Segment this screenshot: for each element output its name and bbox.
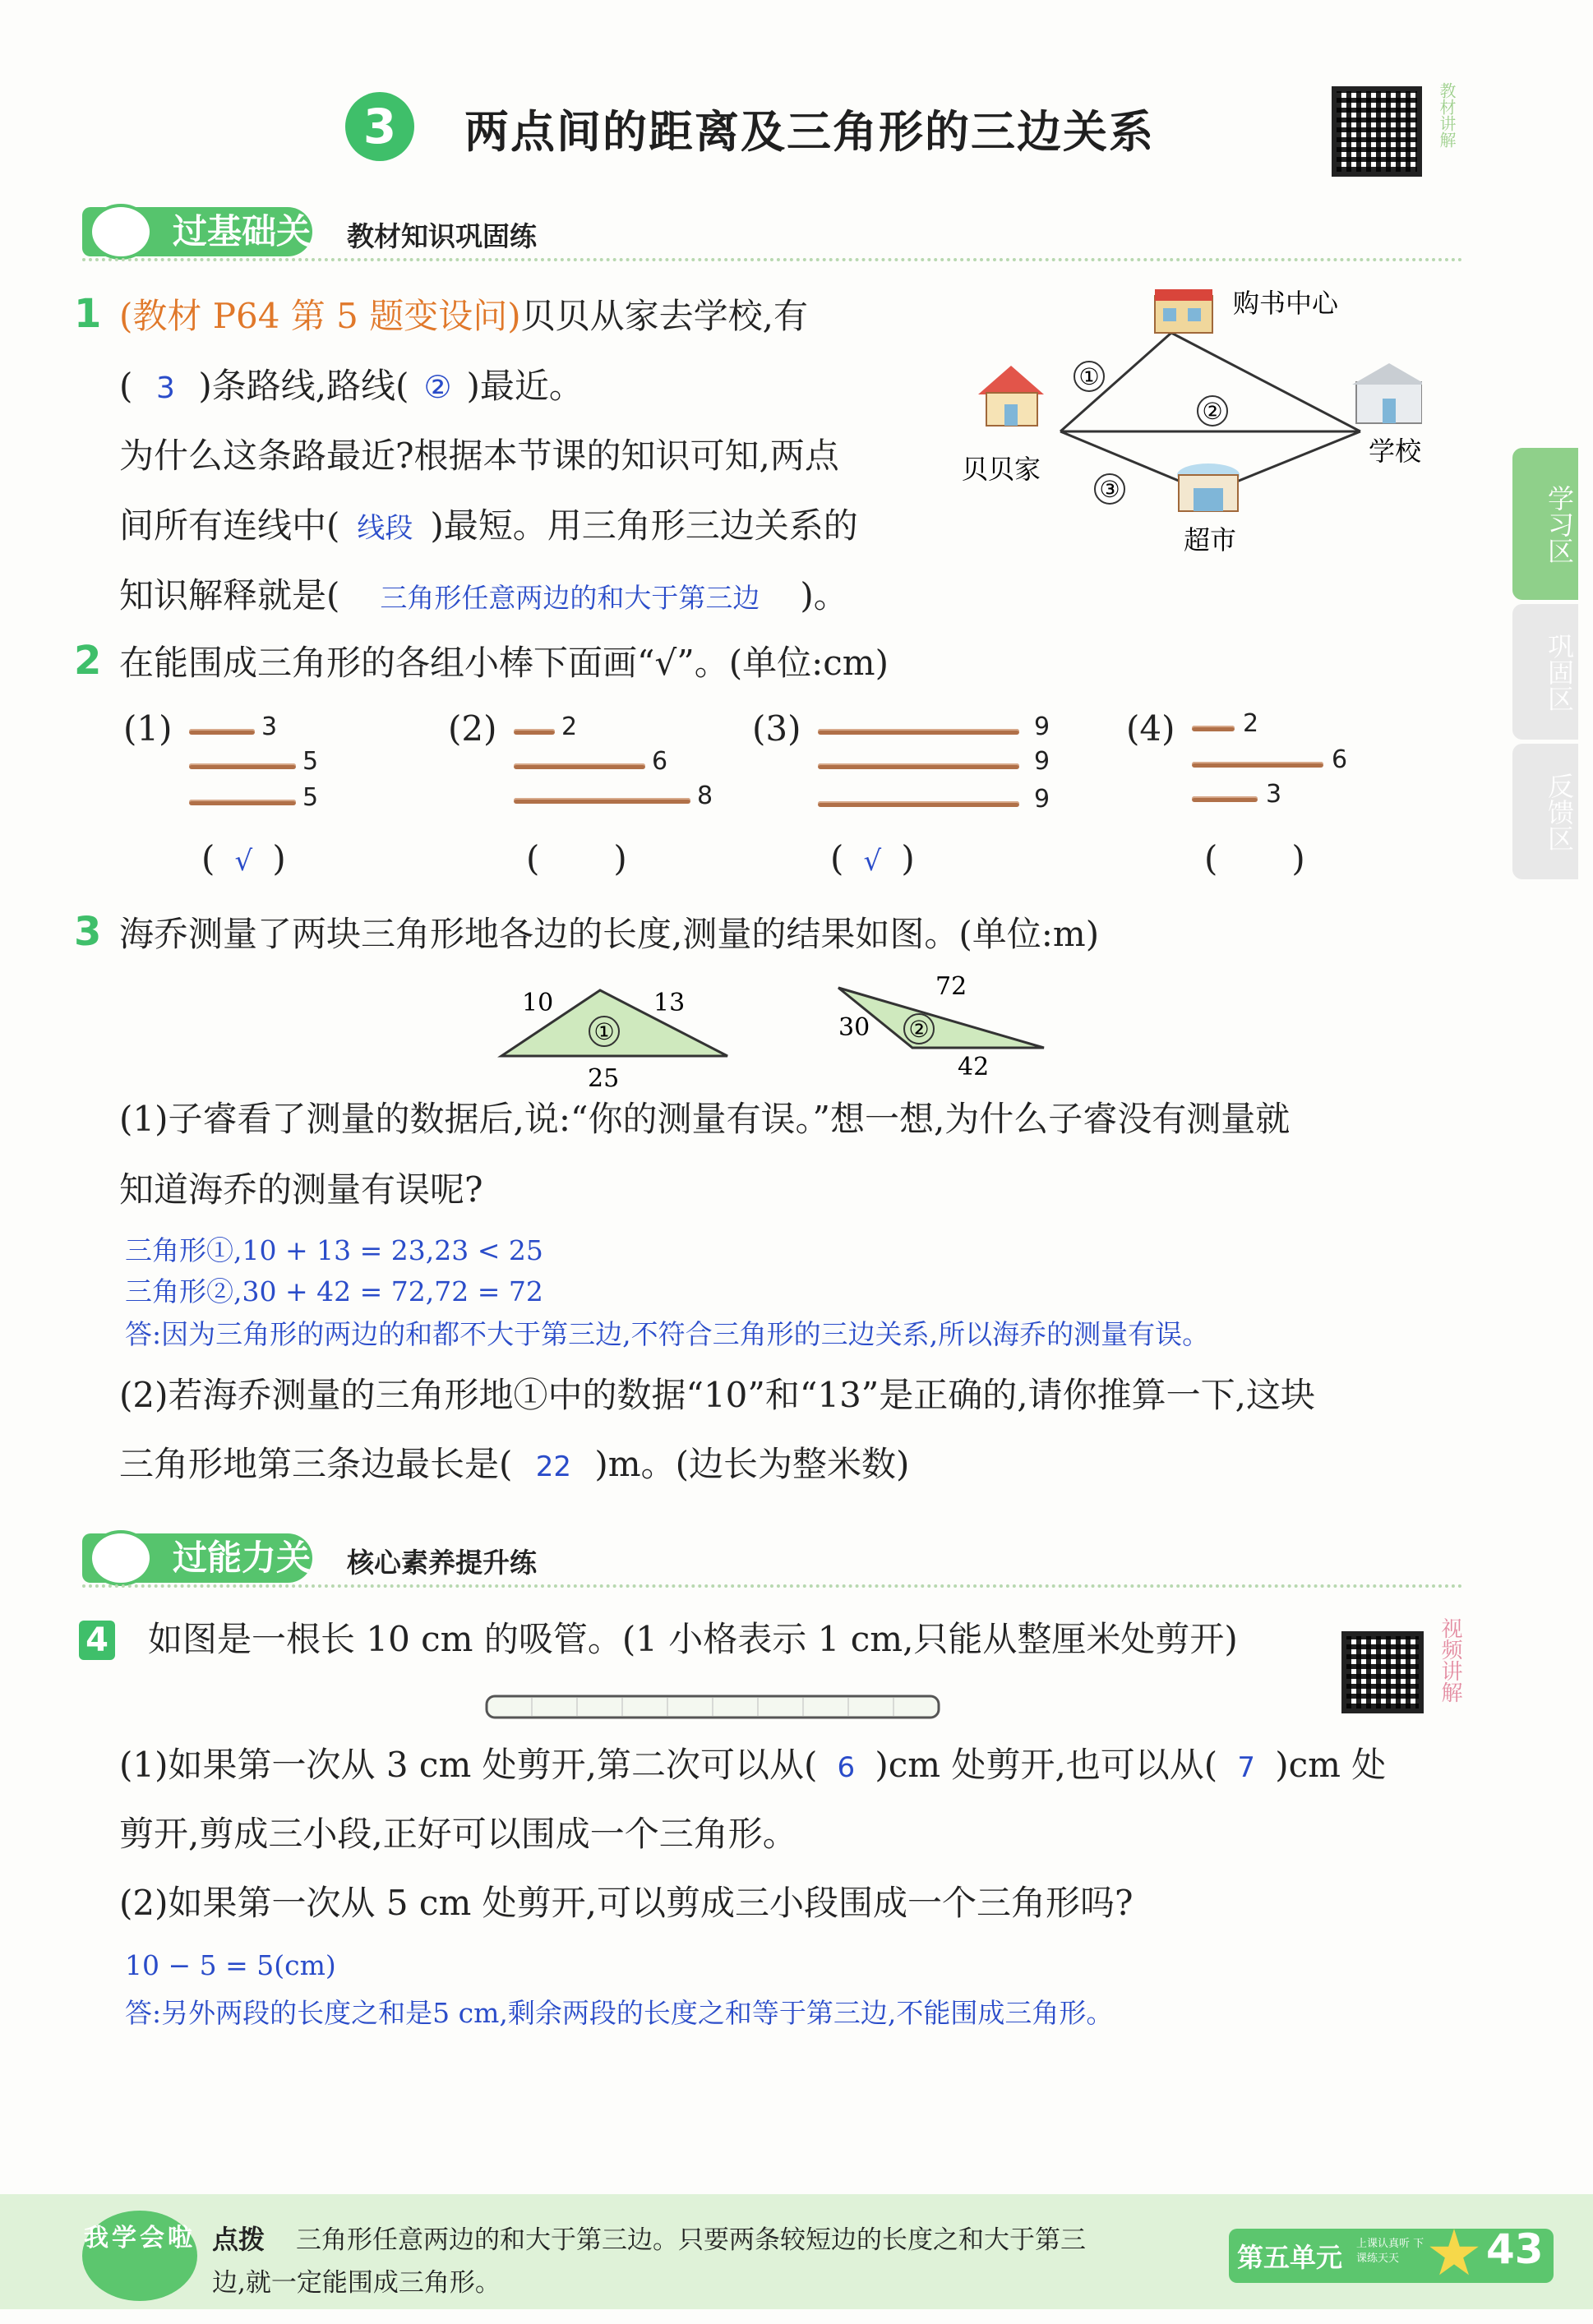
section-basic-sub: 教材知识巩固练 [347,220,537,252]
q4-answer-cut-1: 6 [837,1751,856,1784]
q1-answer-shortest: ② [423,369,452,405]
stick [1192,726,1235,731]
triangle-2-side-c: 42 [958,1053,990,1081]
group-1-check: √ [234,845,253,878]
q1-answer-reason: 三角形任意两边的和大于第三边 [380,582,760,614]
question-2-number: 2 [74,638,102,684]
video-qr-code-icon[interactable] [1341,1631,1424,1713]
page-title: 两点间的距离及三角形的三边关系 [464,106,1155,158]
stick-length: 6 [652,747,668,776]
supermarket-icon [1177,463,1240,511]
school-label: 学校 [1369,436,1422,467]
q3-part-2-text: 三角形地第三条边最长是( [119,1444,513,1484]
side-tab-consolidate[interactable]: 巩固区 [1512,604,1578,740]
q4-part-1-text: (1)如果第一次从 3 cm 处剪开,第二次可以从( [119,1745,818,1785]
q3-answer-line-2: 三角形②,30 + 42 = 72,72 = 72 [125,1275,543,1307]
route-3-label: ③ [1099,476,1120,503]
stick [818,801,1019,807]
lesson-number-badge: 3 [345,92,414,161]
triangle-2-side-a: 30 [838,1013,870,1042]
triangle-1-side-c: 25 [588,1064,620,1093]
stick-length: 8 [697,782,713,810]
straw-diagram [485,1691,945,1724]
q1-text-4: 间所有连线中( [119,505,340,546]
q4-answer-cut-2: 7 [1237,1751,1255,1784]
q2-text: 在能围成三角形的各组小棒下面画“√”。(单位:cm) [119,643,889,683]
bookstore-icon [1155,289,1212,333]
stick [514,798,690,804]
q4-text: 如图是一根长 10 cm 的吸管。(1 小格表示 1 cm,只能从整厘米处剪开) [148,1619,1238,1659]
q3-answer-line-1: 三角形①,10 + 13 = 23,23 < 25 [125,1234,543,1266]
route-1-label: ① [1078,363,1100,390]
q1-text-2: )条路线,路线( [198,366,409,406]
group-4-label: (4) [1126,708,1175,749]
group-1-label: (1) [123,708,173,749]
home-icon [978,366,1044,426]
section-basic-label: 过基础关 [173,211,312,251]
market-label: 超市 [1184,524,1237,556]
stick-length: 6 [1332,745,1348,774]
stick [818,729,1019,735]
group-2-label: (2) [448,708,497,749]
q3-part-1-line-2: 知道海乔的测量有误呢? [119,1169,483,1210]
triangle-2-label: ② [908,1016,930,1043]
unit-subtitle: 上课认真听 下课练天天 [1356,2238,1424,2265]
qr-code-icon[interactable] [1332,86,1422,177]
paren-open: ( [830,838,844,878]
footer-logo: 我学会啦 [82,2211,197,2301]
q4-part-1-line-1 [119,1741,1386,1792]
q4-part-1-line-2: 剪开,剪成三小段,正好可以围成一个三角形。 [119,1814,797,1854]
q4-answer-line-2: 答:另外两段的长度之和是5 cm,剩余两段的长度之和等于第三边,不能围成三角形。 [125,1997,1114,2029]
stick-length: 3 [261,712,278,741]
stick [1192,796,1258,802]
question-4-number: 4 [79,1621,115,1660]
q1-answer-segment: 线段 [357,512,413,545]
q1-text-5: )最短。用三角形三边关系的 [430,505,858,546]
paren-close: ) [272,838,286,878]
triangle-2 [838,972,1044,1081]
qr-caption: 教材讲解 [1437,82,1457,148]
q1-line-2 [119,362,584,413]
q3-part-2-line-2 [119,1440,909,1492]
unit-label: 第五单元 [1237,2242,1343,2273]
stick [189,763,296,769]
q3-answer-line-3: 答:因为三角形的两边的和都不大于第三边,不符合三角形的三边关系,所以海乔的测量有误。 [125,1318,1210,1350]
section-ability-sub: 核心素养提升练 [347,1547,537,1579]
stick [514,763,645,769]
question-3-number: 3 [74,909,102,955]
stick [189,800,296,805]
q1-text-7: )。 [800,575,848,616]
bookstore-label: 购书中心 [1233,288,1339,319]
paren-close: ) [613,838,627,878]
q3-part-2-tail: )m。(边长为整米数) [594,1444,910,1484]
q3-text: 海乔测量了两块三角形地各边的长度,测量的结果如图。(单位:m) [119,914,1100,954]
mascot-icon [89,204,153,260]
stick-length: 9 [1034,712,1050,741]
group-3-check: √ [863,845,882,878]
stick-length: 2 [1243,709,1259,738]
paren-open: ( [526,838,540,878]
tip-label: 点拨 [212,2224,266,2255]
tip-line-1: 三角形任意两边的和大于第三边。只要两条较短边的长度之和大于第三 [296,2225,1086,2255]
stick-length: 5 [302,783,319,812]
paren-open: ( [1204,838,1218,878]
q4-answer-line-1: 10 − 5 = 5(cm) [125,1949,336,1981]
school-icon [1352,363,1422,423]
section-ability-label: 过能力关 [173,1538,312,1578]
stick-length: 5 [302,747,319,776]
paren-open: ( [201,838,215,878]
paren-close: ) [901,838,915,878]
tip-line-2: 边,就一定能围成三角形。 [212,2268,501,2298]
q1-text-6: 知识解释就是( [119,575,340,616]
video-qr-caption: 视频讲解 [1438,1617,1462,1703]
q3-triangles-diagram [485,970,1060,1093]
q4-part-1-tail: )cm 处 [1275,1745,1387,1785]
stick [189,729,255,735]
stick [514,729,555,735]
stick [1192,762,1323,768]
q1-answer-routes: 3 [155,371,175,405]
question-1-number: 1 [74,291,102,337]
stick [818,763,1019,769]
stick-length: 9 [1034,785,1050,814]
triangle-1-label: ① [593,1018,615,1045]
q3-part-1-line-1: (1)子睿看了测量的数据后,说:“你的测量有误。”想一想,为什么子睿没有测量就 [119,1099,1291,1139]
mascot-icon [89,1530,153,1586]
section-divider [82,258,1463,261]
q4-part-2: (2)如果第一次从 5 cm 处剪开,可以剪成三小段围成一个三角形吗? [119,1883,1134,1923]
q4-part-1-mid: )cm 处剪开,也可以从( [875,1745,1218,1785]
triangle-1-side-b: 13 [653,989,686,1017]
triangle-1 [501,989,727,1093]
side-tab-study[interactable]: 学习区 [1512,448,1578,600]
route-map-diagram [962,288,1422,575]
page-number: 43 [1486,2225,1544,2273]
q1-line-1 [119,292,808,341]
section-divider [82,1584,1463,1588]
q2-stick-groups [123,708,1356,900]
home-label: 贝贝家 [962,454,1041,485]
q3-part-2-line-1: (2)若海乔测量的三角形地①中的数据“10”和“13”是正确的,请你推算一下,这块 [119,1375,1315,1415]
stick-length: 2 [561,712,578,741]
q1-line-4 [119,501,858,553]
paren-close: ) [1291,838,1305,878]
q1-line-3: 为什么这条路最近?根据本节课的知识可知,两点 [119,436,839,476]
q1-text-1: 贝贝从家去学校,有 [520,296,808,336]
q1-line-5 [119,571,848,623]
triangle-2-side-b: 72 [935,972,967,1001]
q1-paren: ( [119,366,133,406]
stick-length: 3 [1266,780,1282,809]
q1-text-3: )最近。 [466,366,584,406]
q3-answer-max-side: 22 [535,1450,572,1483]
q1-source: (教材 P64 第 5 题变设问) [119,296,521,336]
stick-length: 9 [1034,747,1050,776]
group-3-label: (3) [752,708,801,749]
triangle-1-side-a: 10 [522,989,554,1017]
side-tab-feedback[interactable]: 反馈区 [1512,744,1578,879]
route-2-label: ② [1202,398,1223,425]
